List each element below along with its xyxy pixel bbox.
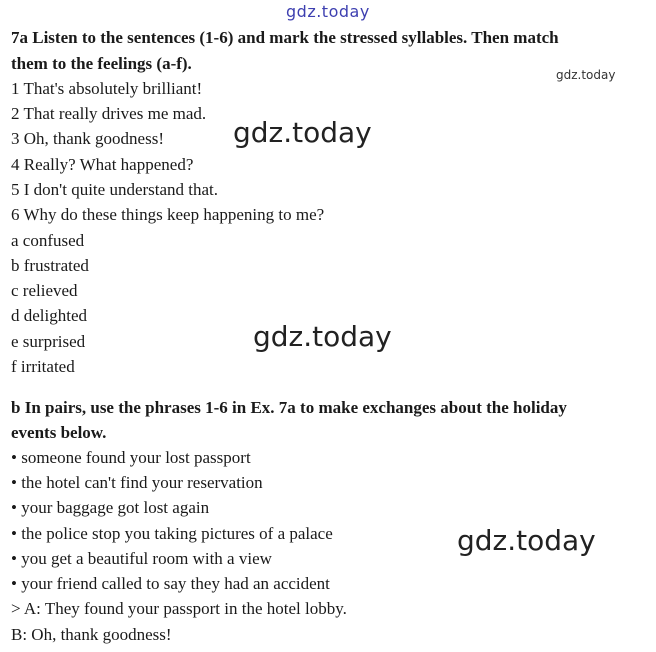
sentence-4: 4 Really? What happened? — [11, 155, 194, 174]
event-5: • you get a beautiful room with a view — [11, 549, 272, 568]
event-1: • someone found your lost passport — [11, 448, 251, 467]
watermark-big-3: gdz.today — [457, 524, 596, 557]
exercise-7a-title-line2: them to the feelings (a-f). — [11, 54, 192, 73]
event-3: • your baggage got lost again — [11, 498, 210, 517]
exercise-7a-title-line1: 7a Listen to the sentences (1-6) and mark the stressed syllables. Then match — [11, 28, 559, 47]
exercise-7b-title-line2: events below. — [11, 423, 107, 442]
feeling-c: c relieved — [11, 281, 78, 300]
sentence-3: 3 Oh, thank goodness! — [11, 129, 164, 148]
event-6: • your friend called to say they had an accident — [11, 574, 330, 593]
sentence-6: 6 Why do these things keep happening to me? — [11, 205, 325, 224]
event-2: • the hotel can't find your reservation — [11, 473, 263, 492]
watermark-top: gdz.today — [286, 2, 370, 21]
example-line-a: > A: They found your passport in the hotel lobby. — [11, 599, 347, 618]
sentence-2: 2 That really drives me mad. — [11, 104, 207, 123]
exercise-7b-title-line1: b In pairs, use the phrases 1-6 in Ex. 7a to make exchanges about the holiday — [11, 398, 567, 417]
watermark-big-1: gdz.today — [233, 116, 372, 149]
example-line-b: B: Oh, thank goodness! — [11, 625, 172, 644]
feeling-d: d delighted — [11, 306, 88, 325]
feeling-b: b frustrated — [11, 256, 89, 275]
event-4: • the police stop you taking pictures of a palace — [11, 524, 333, 543]
watermark-small: gdz.today — [556, 68, 616, 82]
feeling-e: e surprised — [11, 332, 86, 351]
watermark-big-2: gdz.today — [253, 320, 392, 353]
feeling-a: a confused — [11, 231, 85, 250]
sentence-5: 5 I don't quite understand that. — [11, 180, 219, 199]
feeling-f: f irritated — [11, 357, 75, 376]
sentence-1: 1 That's absolutely brilliant! — [11, 79, 203, 98]
